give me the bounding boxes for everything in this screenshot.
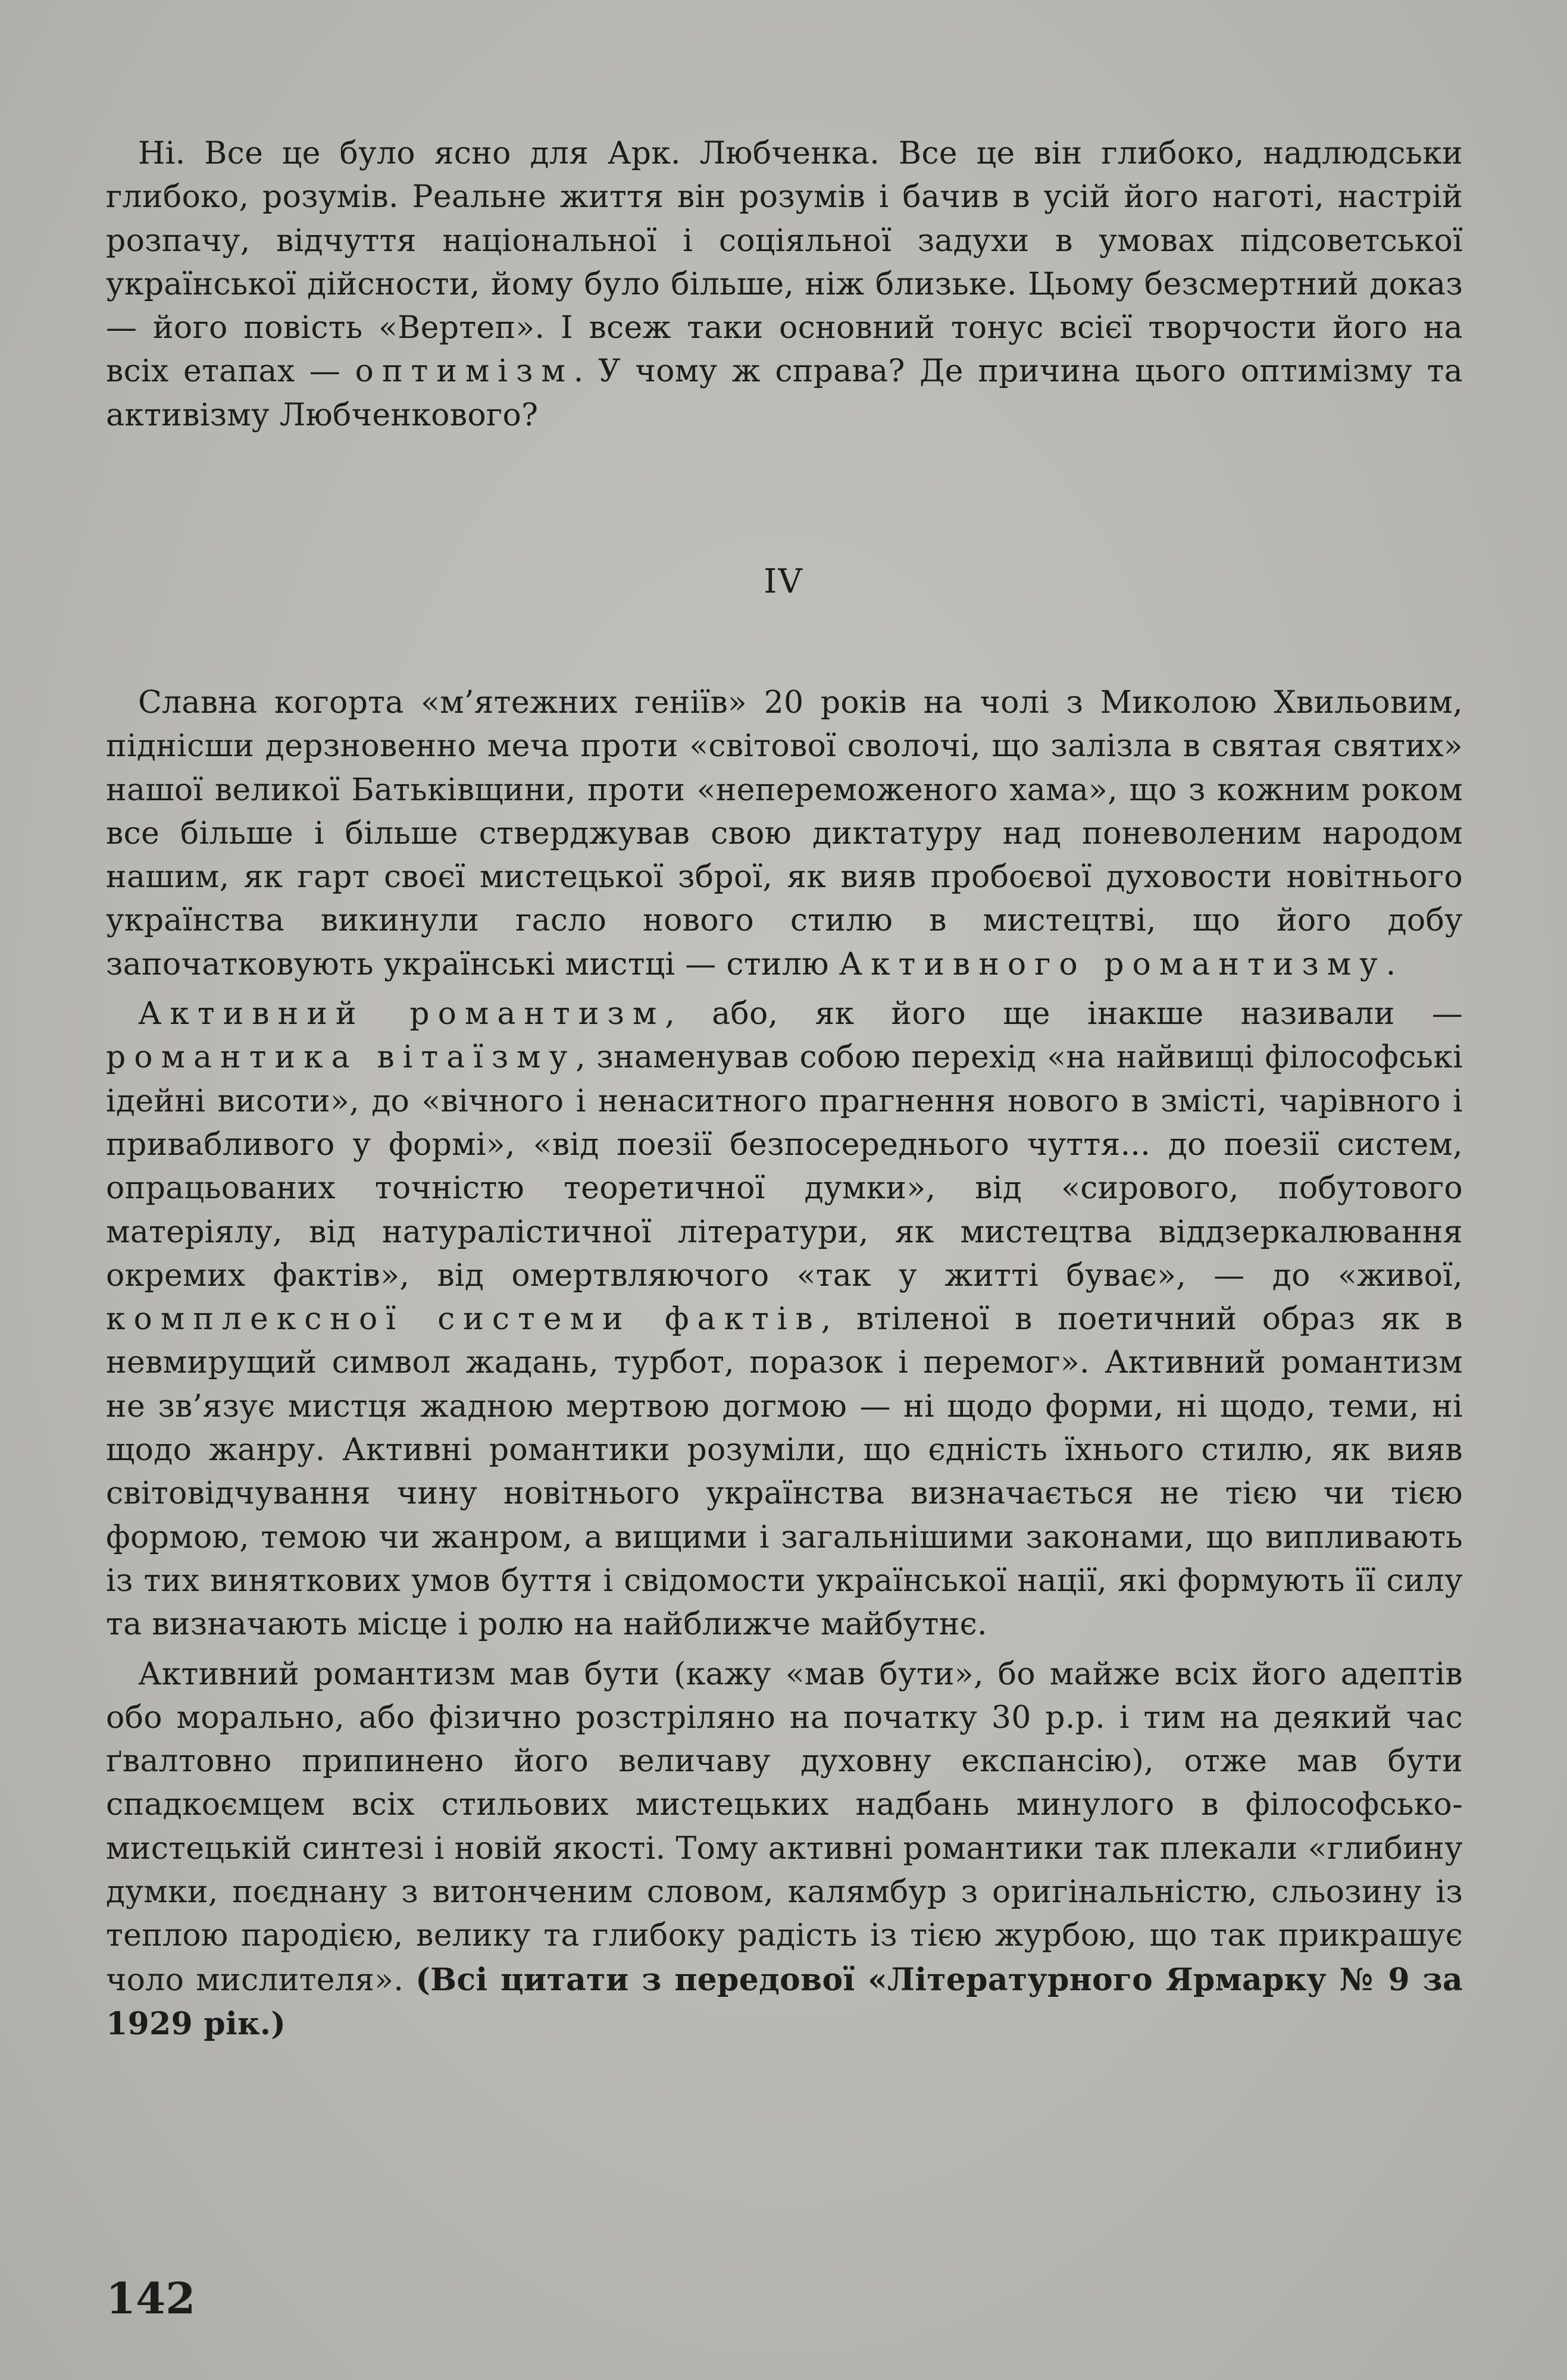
main-text: [106, 681, 1463, 2052]
paragraph-cohort-ending: .: [1385, 946, 1396, 982]
paragraph-must-be: [106, 1653, 1463, 2047]
spaced-term-active-romanticism-2: Активний романтизм: [138, 996, 665, 1032]
paragraph-intro: [106, 132, 1463, 437]
paragraph-romanticism: [106, 992, 1463, 1646]
paragraph-romanticism-text-3: , втіленої в поетичний образ як в невмирущий символ жадань, турбот, поразок і перемог». Активний романтизм не зв’язує мистця жадною мертвою догмою — ні щодо форми, ні щодо, теми, ні щодо жанру. Активні романтики розуміли, що єдність їхнього стилю, як вияв світовідчування чину новітнього українства визначається не тією чи тією формою, темою чи жанром, а вищими і загальнішими законами, що випливають із тих виняткових умов буття і свідомости української нації, які формують її силу та визначають місце і ролю на найближче майбутнє.: [106, 1301, 1463, 1643]
page-number: 142: [106, 2273, 196, 2323]
spaced-term-optimism: оптимізм: [355, 353, 574, 390]
paragraph-romanticism-text-2: , знаменував собою перехід «на найвищі філософські ідейні висоти», до «вічного і ненаситного прагнення нового в змісті, чарівного і привабливого у формі», «від поезії безпосереднього чуття... до поезії систем, опрацьованих точністю теоретичної думки», від «сирового, побутового матеріялу, від натуралістичної літератури, як мистецтва віддзеркалювання окремих фактів», від омертвляючого «так у житті буває», — до «живої,: [106, 1039, 1463, 1294]
spaced-term-active-romanticism: Активного романтизму: [839, 946, 1386, 982]
paragraph-intro-ending: . У чому ж справа? Де причина цього оптимізму та активізму Любченкового?: [106, 353, 1463, 433]
section-heading: IV: [764, 562, 803, 601]
paragraph-romanticism-text-1: , або, як його ще інакше називали —: [665, 996, 1463, 1032]
paragraph-cohort-text: Славна когорта «м’ятежних геніїв» 20 років на чолі з Миколою Хвильовим, піднісши дерзновенно меча проти «світової сволочі, що залізла в святая святих» нашої великої Батьківщини, проти «непереможеного хама», що з кожним роком все більше і більше стверджував свою диктатуру над поневоленим народом нашим, як гарт своєї мистецької зброї, як вияв пробоєвої духовости новітнього українства викинули гасло нового стилю в мистецтві, що його добу започатковують українські мистці — стилю: [106, 685, 1463, 982]
citation-note: (Всі цитати з передової «Літературного Ярмарку № 9 за 1929 рік.): [106, 1961, 1463, 2042]
paragraph-intro-text: Ні. Все це було ясно для Арк. Любченка. Все це він глибоко, надлюдськи глибоко, розумів. Реальне життя він розумів і бачив в усій його наготі, настрій розпачу, відчуття національної і соціяльної задухи в умовах підсоветської української дійсности, йому було більше, ніж близьке. Цьому безсмертний доказ — його повість «Вертеп». І всеж таки основний тонус всієї творчости його на всіх етапах —: [106, 136, 1463, 390]
paragraph-cohort: [106, 681, 1463, 987]
spaced-term-complex-system: комплексної системи фактів: [106, 1301, 821, 1338]
spaced-term-vitaism: романтика вітаїзму: [106, 1039, 576, 1076]
paragraph-must-be-text: Активний романтизм мав бути (кажу «мав бути», бо майже всіх його адептів обо морально, або фізично розстріляно на початку 30 р.р. і тим на деякий час ґвалтовно припинено його величаву духовну експансію), отже мав бути спадкоємцем всіх стильових мистецьких надбань минулого в філософсько-мистецькій синтезі і новій якості. Тому активні романтики так плекали «глибину думки, поєднану з витонченим словом, калямбур з оригінальністю, сльозину із теплою пародією, велику та глибоку радість із тією журбою, що так прикрашує чоло мислителя».: [106, 1656, 1463, 1998]
